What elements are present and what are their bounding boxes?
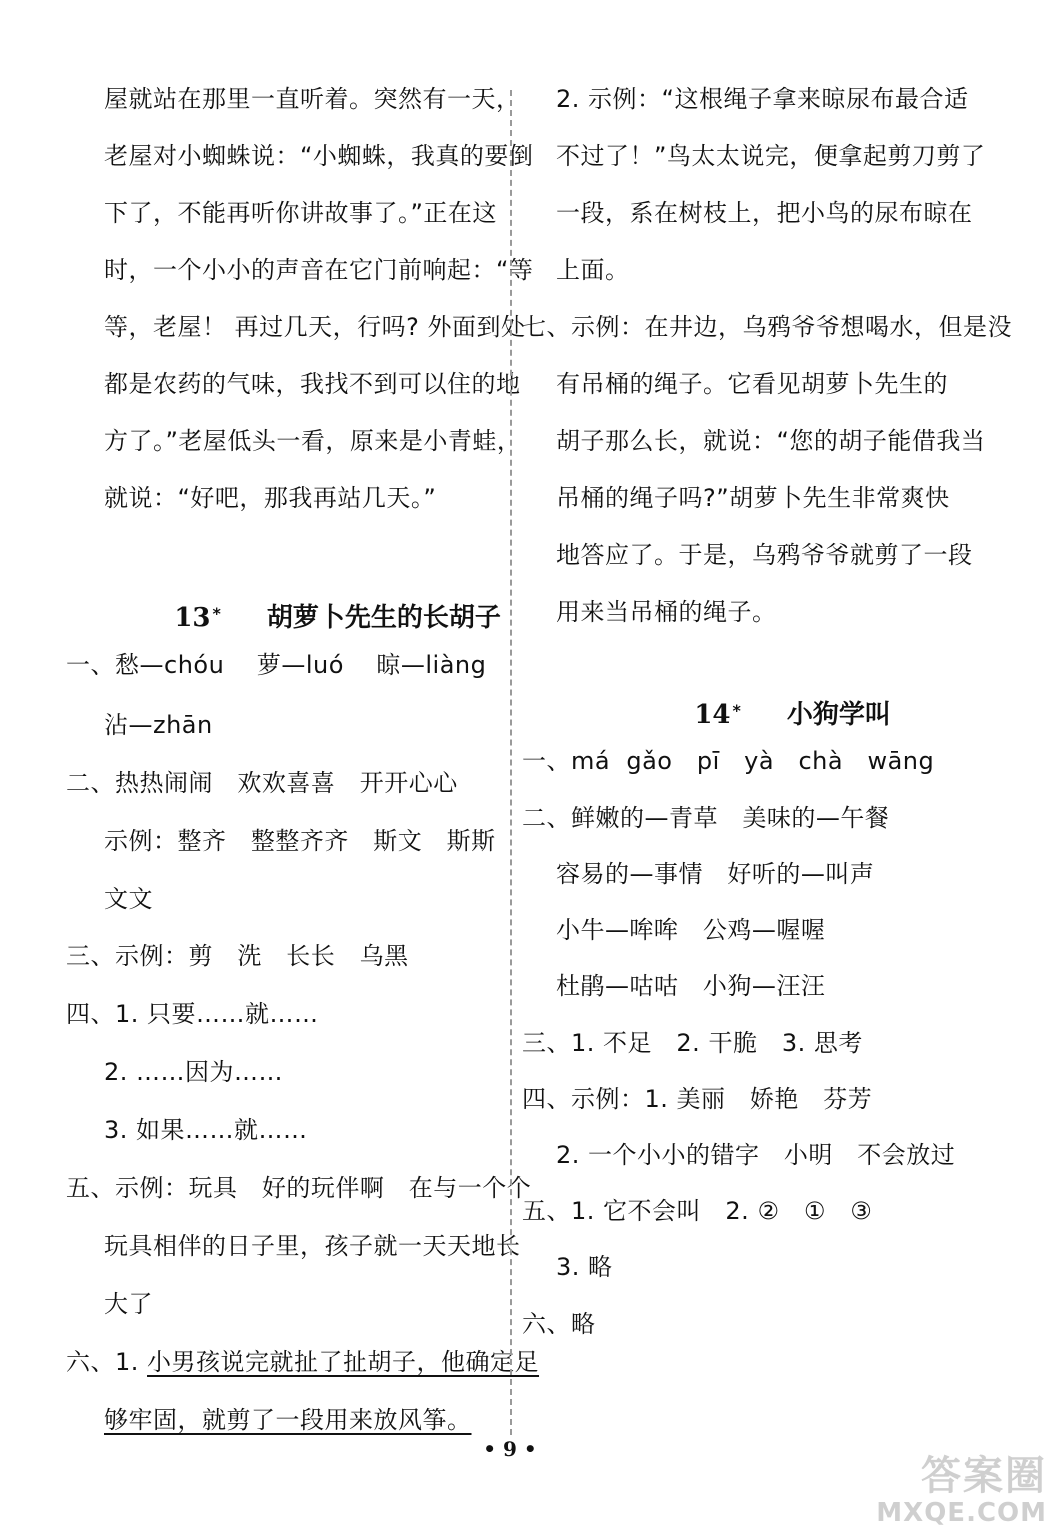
answer-line: 文文 xyxy=(104,885,153,913)
q6-prefix: 六、1. xyxy=(66,1348,148,1376)
story-line: 就说：“好吧，那我再站几天。” xyxy=(104,484,437,512)
answer-line: 五、1. 它不会叫 2. ② ① ③ xyxy=(522,1197,873,1225)
watermark-bottom: MXQE.COM xyxy=(876,1498,1047,1528)
watermark-top: 答案圈 xyxy=(921,1453,1047,1499)
section-number: 14 xyxy=(694,700,731,730)
section-mark: * xyxy=(732,701,741,720)
answer-line: 一、má gǎo pī yà chà wāng xyxy=(522,747,935,775)
section-number: 13 xyxy=(174,603,211,633)
answer-line: 三、1. 不足 2. 干脆 3. 思考 xyxy=(522,1029,863,1057)
story-line: 下了，不能再听你讲故事了。”正在这 xyxy=(104,199,497,227)
answer-line: 容易的—事情 好听的—叫声 xyxy=(556,860,875,888)
underlined-answer: 小男孩说完就扯了扯胡子，他确定足 xyxy=(147,1348,540,1376)
answer-line: 大了 xyxy=(104,1290,153,1318)
answer-line: 沾—zhān xyxy=(104,711,213,739)
story-line: 都是农药的气味，我找不到可以住的地 xyxy=(104,370,521,398)
story-line: 时，一个小小的声音在它门前响起：“等 xyxy=(104,256,534,284)
answer-line: 不过了！”鸟太太说完，便拿起剪刀剪了 xyxy=(556,142,986,170)
answer-line: 玩具相伴的日子里，孩子就一天天地长 xyxy=(104,1232,521,1260)
answer-line: 三、示例：剪 洗 长长 乌黑 xyxy=(66,942,409,970)
column-divider xyxy=(510,90,512,1435)
story-line: 等，老屋！ 再过几天，行吗? 外面到处 xyxy=(104,313,526,341)
answer-line: 示例：整齐 整整齐齐 斯文 斯斯 xyxy=(104,827,496,855)
story-line: 屋就站在那里一直听着。突然有一天， xyxy=(104,85,521,113)
section-title: 小狗学叫 xyxy=(786,700,891,730)
answer-line: 二、鲜嫩的—青草 美味的—午餐 xyxy=(522,804,890,832)
answer-line: 地答应了。于是，乌鸦爷爷就剪了一段 xyxy=(556,541,973,569)
watermark-logo xyxy=(876,1440,1055,1536)
answer-line: 2. ……因为…… xyxy=(104,1058,284,1086)
answer-line: 有吊桶的绳子。它看见胡萝卜先生的 xyxy=(556,370,948,398)
section-mark: * xyxy=(212,604,221,623)
answer-line: 杜鹃—咕咕 小狗—汪汪 xyxy=(556,972,826,1000)
answer-line: 上面。 xyxy=(556,256,630,284)
answer-line: 用来当吊桶的绳子。 xyxy=(556,598,777,626)
answer-line: 2. 示例：“这根绳子拿来晾尿布最合适 xyxy=(556,85,969,113)
answer-line-q6 xyxy=(66,1347,539,1377)
section-title: 胡萝卜先生的长胡子 xyxy=(266,603,501,633)
answer-line: 四、1. 只要……就…… xyxy=(66,1000,319,1028)
story-line: 方了。”老屋低头一看，原来是小青蛙， xyxy=(104,427,522,455)
answer-line: 二、热热闹闹 欢欢喜喜 开开心心 xyxy=(66,769,458,797)
story-line: 老屋对小蜘蛛说：“小蜘蛛，我真的要倒 xyxy=(104,142,534,170)
answer-line: 一、愁—chóu 萝—luó 晾—liàng xyxy=(66,651,487,679)
answer-line: 3. 略 xyxy=(556,1253,613,1281)
underlined-answer: 够牢固，就剪了一段用来放风筝。 xyxy=(104,1406,472,1434)
answer-line: 小牛—哞哞 公鸡—喔喔 xyxy=(556,916,826,944)
answer-line: 七、示例：在井边，乌鸦爷爷想喝水，但是没 xyxy=(522,313,1012,341)
answer-line: 3. 如果……就…… xyxy=(104,1116,308,1144)
answer-line-q6-cont xyxy=(104,1405,472,1435)
answer-line: 吊桶的绳子吗?”胡萝卜先生非常爽快 xyxy=(556,484,950,512)
answer-line: 一段，系在树枝上，把小鸟的尿布晾在 xyxy=(556,199,973,227)
answer-line: 2. 一个小小的错字 小明 不会放过 xyxy=(556,1141,956,1169)
page-number: • 9 • xyxy=(483,1437,537,1461)
answer-line: 五、示例：玩具 好的玩伴啊 在与一个个 xyxy=(66,1174,532,1202)
answer-line: 四、示例：1. 美丽 娇艳 芬芳 xyxy=(522,1085,873,1113)
answer-line: 胡子那么长，就说：“您的胡子能借我当 xyxy=(556,427,986,455)
answer-line: 六、略 xyxy=(522,1310,596,1338)
